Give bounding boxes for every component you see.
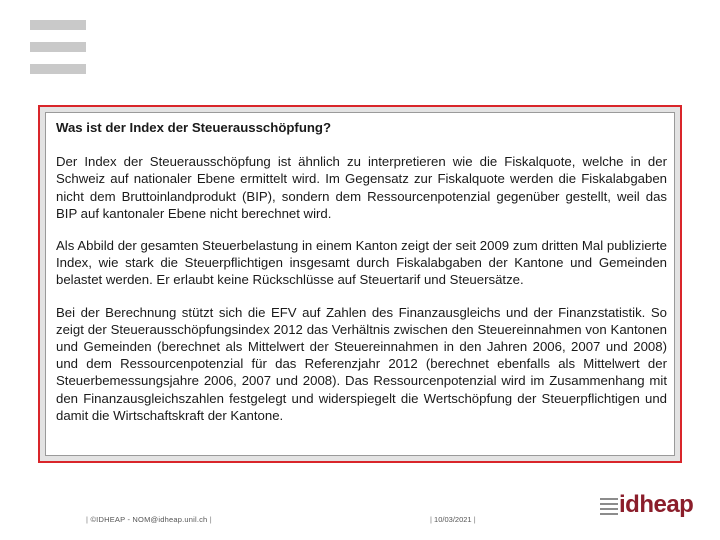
logo-lines-icon (600, 498, 618, 514)
document-excerpt (45, 112, 675, 456)
menu-bars-icon (30, 20, 86, 76)
idheap-logo (600, 491, 694, 522)
footer-copyright-text: ©IDHEAP - NOM@idheap.unil.ch (90, 515, 208, 524)
logo-text: idheap (619, 491, 694, 518)
footer-separator: | (473, 515, 476, 524)
paragraph-1: Der Index der Steuerausschöpfung ist ähnlich zu interpretieren wie die Fiskalquote, welche in der Schweiz auf nationaler Ebene ermittelt wird. Im Gegensatz zur Fiskalquote werden die Fiskalabgaben nicht dem Bruttoinlandprodukt (BIP), sondern dem Ressourcenpotenzial gegenüber gestellt, weil das BIP auf kantonaler Ebene nicht berechnet wird. (56, 154, 667, 221)
footer-copyright (86, 515, 212, 524)
footer-separator: | (209, 515, 212, 524)
paragraph-3: Bei der Berechnung stützt sich die EFV auf Zahlen des Finanzausgleichs und der Finanzstatistik. So zeigt der Steuerausschöpfungsindex 2012 das Verhältnis zwischen den Steuereinnahmen von Kantonen und Gemeinden (berechnet als Mittelwert der Steuereinnahmen in den Jahren 2006, 2007 und 2008) und dem Ressourcenpotenzial für das Referenzjahr 2012 (berechnet ebenfalls als Mittelwert der Steuerbemessungsjahre 2006, 2007 und 2008). Das Ressourcenpotenzial wird im Zusammenhang mit den Finanzausgleichszahlen festgelegt und widerspiegelt die Wertschöpfung der Steuerpflichtigen und damit die Wirtschaftskraft der Kantone. (56, 304, 667, 423)
footer-separator: | (86, 515, 89, 524)
footer-date-text: 10/03/2021 (434, 515, 472, 524)
paragraph-2: Als Abbild der gesamten Steuerbelastung in einem Kanton zeigt der seit 2009 zum dritten Mal publizierte Index, wie stark die Steuerpflichtigen insgesamt durch Fiskalabgaben der Kantone und Gemeinden belastet werden. Er erlaubt keine Rückschlüsse auf Steuertarif und Steuersätze. (56, 238, 667, 288)
document-title: Was ist der Index der Steuerausschöpfung? (56, 120, 332, 135)
footer-separator: | (430, 515, 432, 524)
footer-date (430, 515, 476, 524)
